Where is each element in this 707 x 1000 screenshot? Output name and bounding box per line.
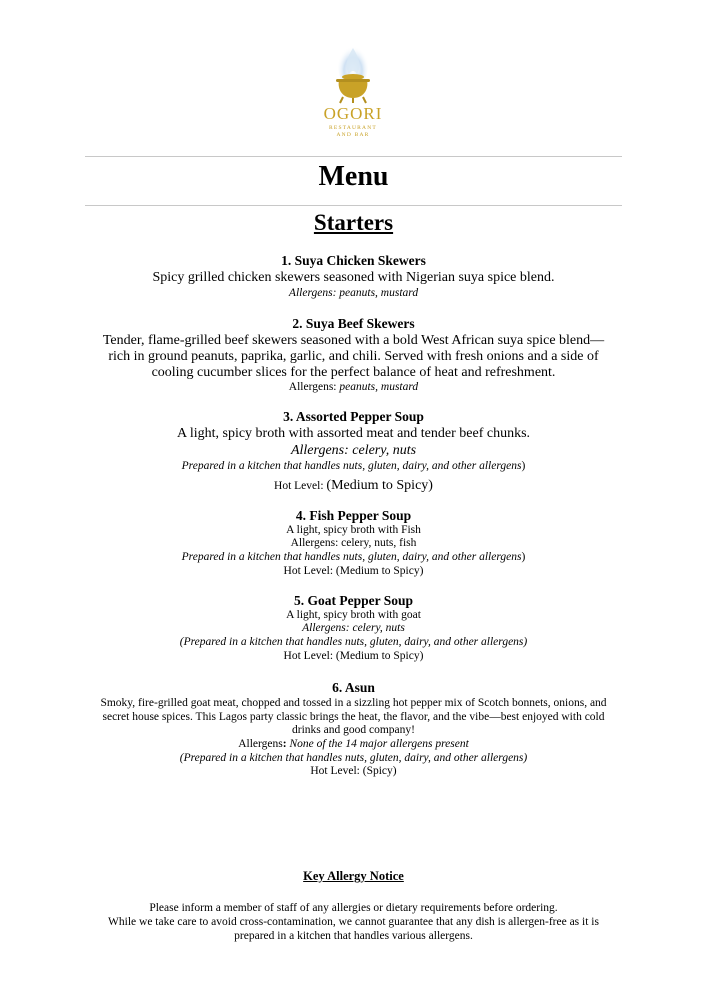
ogori-logo [303,42,403,142]
item-description: Spicy grilled chicken skewers seasoned with Nigerian suya spice blend. [152,270,555,285]
item-allergens: Allergens: celery, nuts [290,443,417,458]
item-heading: 5. Goat Pepper Soup [293,593,413,608]
hot-label: Hot Level: [274,480,327,492]
divider-top [85,156,622,157]
item-hot-level: Hot Level: (Spicy) [310,765,397,777]
kitchen-note-close: ) [521,551,526,563]
allergy-notice-line: While we take care to avoid cross-contamination, we cannot guarantee that any dish is allergen-free as it is [108,916,599,928]
item-heading: 6. Asun [332,680,375,695]
item-description: A light, spicy broth with Fish [286,524,421,536]
item-kitchen-note [0,460,707,472]
item-hot-level [0,476,707,494]
item-allergens: Allergens: celery, nuts, fish [290,537,417,549]
item-description: drinks and good company! [292,724,415,736]
kitchen-note-text: Prepared in a kitchen that handles nuts, gluten, dairy, and other allergens [181,460,522,472]
page-title: Menu [318,161,389,192]
item-heading: 1. Suya Chicken Skewers [281,253,426,268]
hot-value: (Medium to Spicy) [326,478,433,493]
pot-flame-icon [303,42,403,104]
item-description: A light, spicy broth with assorted meat and tender beef chunks. [176,426,531,441]
item-hot-level: Hot Level: (Medium to Spicy) [283,650,424,662]
item-allergens [0,738,707,750]
allergy-notice-title: Key Allergy Notice [303,869,404,883]
item-kitchen-note [0,551,707,563]
kitchen-note-text: Prepared in a kitchen that handles nuts, gluten, dairy, and other allergens [181,551,522,563]
item-description: A light, spicy broth with goat [286,609,421,621]
item-description: secret house spices. This Lagos party classic brings the heat, the flavor, and the vibe—best enjoyed with cold [102,711,605,723]
item-description: Smoky, fire-grilled goat meat, chopped and tossed in a sizzling hot pepper mix of Scotch bonnets, onions, and [100,697,607,709]
logo-sub-line-1: RESTAURANT [329,125,377,131]
item-kitchen-note: (Prepared in a kitchen that handles nuts, gluten, dairy, and other allergens) [179,636,528,648]
item-description: cooling cucumber slices for the perfect balance of heat and refreshment. [151,365,556,380]
item-hot-level: Hot Level: (Medium to Spicy) [283,565,424,577]
item-allergens: Allergens: celery, nuts [302,622,405,634]
allergens-colon: : [282,738,290,750]
section-title: Starters [313,210,394,235]
allergens-value: None of the 14 major allergens present [289,738,469,750]
item-heading: 4. Fish Pepper Soup [295,508,412,523]
logo-name: OGORI [323,104,383,123]
item-description: Tender, flame-grilled beef skewers seasoned with a bold West African suya spice blend— [102,333,605,348]
item-allergens: Allergens: peanuts, mustard [288,287,419,299]
logo-sub-line-2: AND BAR [336,132,370,138]
allergens-value: peanuts, mustard [339,381,419,393]
logo-subtitle [303,125,403,139]
allergens-label: Allergens: [288,381,340,393]
item-allergens [0,381,707,393]
item-kitchen-note: (Prepared in a kitchen that handles nuts, gluten, dairy, and other allergens) [179,752,528,764]
allergy-notice-line: Please inform a member of staff of any allergies or dietary requirements before ordering. [149,902,558,914]
item-heading: 2. Suya Beef Skewers [292,316,415,331]
divider-bottom [85,205,622,206]
item-description: rich in ground peanuts, paprika, garlic, and chili. Served with fresh onions and a side of [108,349,599,364]
kitchen-note-close: ) [521,460,526,472]
item-heading: 3. Assorted Pepper Soup [283,409,424,424]
allergens-label: Allergens [238,738,283,750]
allergy-notice-line: prepared in a kitchen that handles various allergens. [234,930,473,942]
